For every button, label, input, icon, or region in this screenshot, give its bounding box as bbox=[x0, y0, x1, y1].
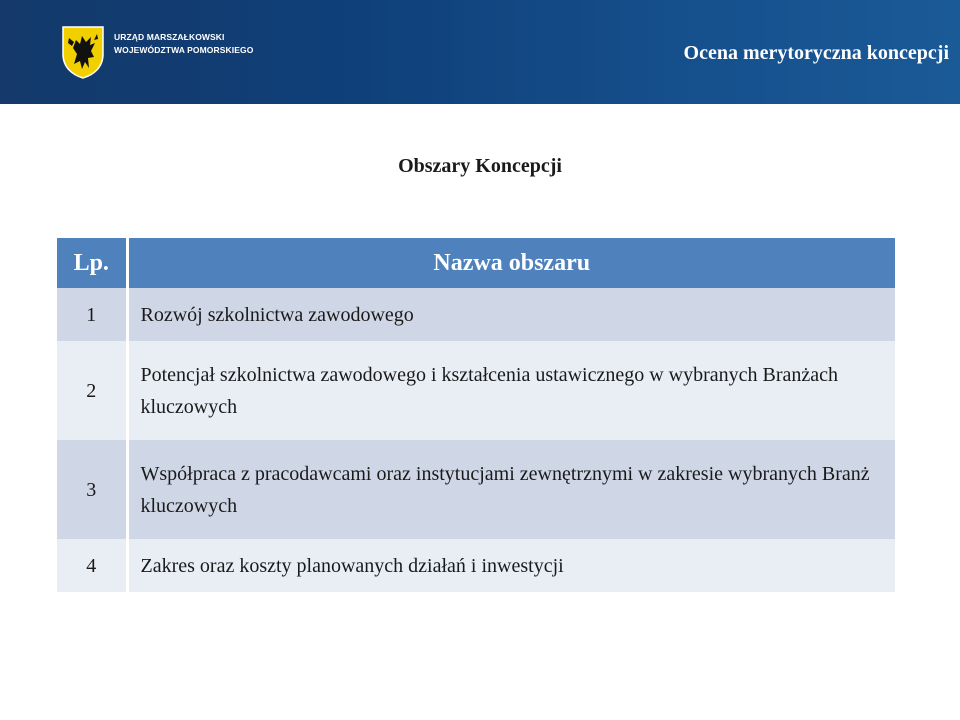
row-number: 4 bbox=[57, 539, 127, 592]
logo bbox=[60, 24, 253, 80]
table-row bbox=[57, 539, 895, 592]
table-row bbox=[57, 440, 895, 539]
row-number: 2 bbox=[57, 341, 127, 440]
header-bar bbox=[0, 0, 960, 104]
column-header-name: Nazwa obszaru bbox=[127, 238, 895, 288]
area-name: Rozwój szkolnictwa zawodowego bbox=[127, 288, 895, 341]
area-name: Potencjał szkolnictwa zawodowego i kształcenia ustawicznego w wybranych Branżach kluczowych bbox=[127, 341, 895, 440]
area-name: Zakres oraz koszty planowanych działań i inwestycji bbox=[127, 539, 895, 592]
area-name: Współpraca z pracodawcami oraz instytucjami zewnętrznymi w zakresie wybranych Branż kluczowych bbox=[127, 440, 895, 539]
row-number: 1 bbox=[57, 288, 127, 341]
areas-table bbox=[57, 238, 895, 592]
row-number: 3 bbox=[57, 440, 127, 539]
griffin-crest-icon bbox=[60, 24, 106, 80]
logo-text-line1: URZĄD MARSZAŁKOWSKI bbox=[114, 32, 225, 42]
page-title: Obszary Koncepcji bbox=[398, 155, 562, 177]
header-title: Ocena merytoryczna koncepcji bbox=[683, 42, 949, 64]
table-row bbox=[57, 288, 895, 341]
column-header-lp: Lp. bbox=[57, 238, 127, 288]
logo-text-line2: WOJEWÓDZTWA POMORSKIEGO bbox=[114, 45, 254, 55]
table-header-row bbox=[57, 238, 895, 288]
table-row bbox=[57, 341, 895, 440]
